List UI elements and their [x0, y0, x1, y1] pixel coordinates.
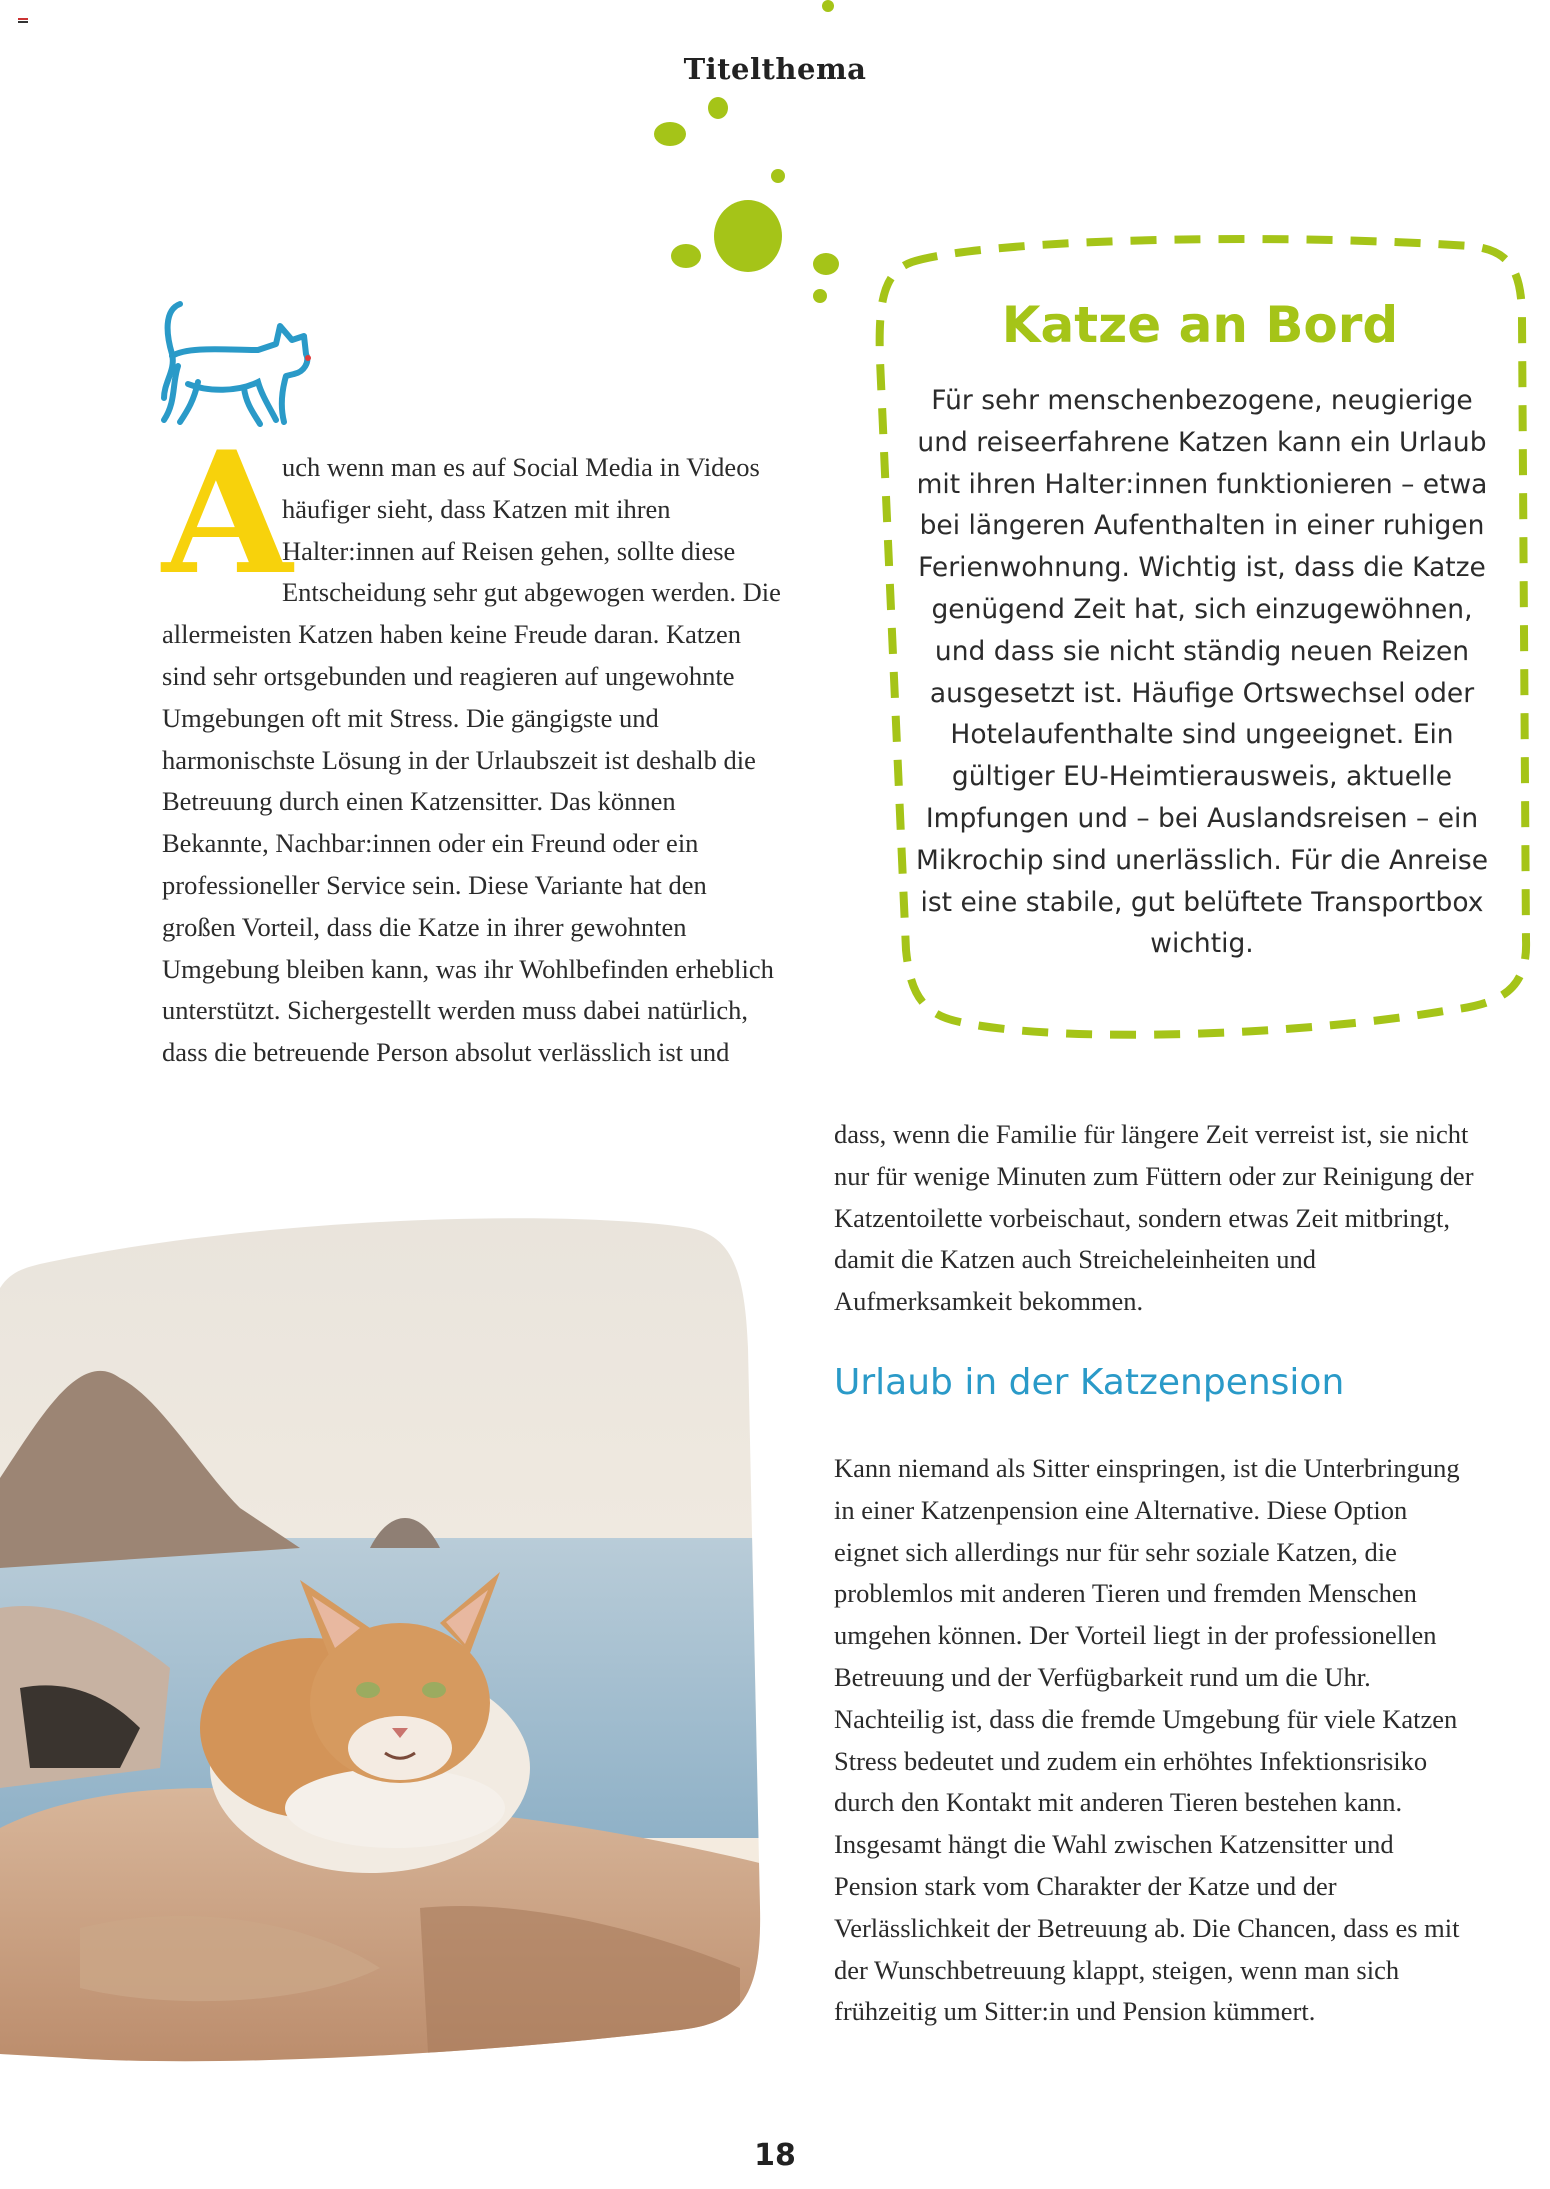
section-subheading: Urlaub in der Katzenpension	[834, 1362, 1345, 1403]
article-right-column-bottom	[834, 1448, 1474, 2033]
left-column-text: uch wenn man es auf Social Media in Videos häufiger sieht, dass Katzen mit ihren Halter:innen auf Reisen gehen, sollte diese Entscheidung sehr gut abgewogen werden. Die allermeisten Katzen haben keine Freude daran. Katzen sind sehr ortsgebunden und reagieren auf ungewohnte Umgebungen oft mit Stress. Die gängigste und harmonischste Lösung in der Urlaubszeit ist deshalb die Betreuung durch einen Katzensitter. Das können Bekannte, Nachbar:innen oder ein Freund oder ein professioneller Service sein. Diese Variante hat den großen Vorteil, dass die Katze in ihrer gewohnten Umgebung bleiben kann, was ihr Wohlbefinden erheblich unterstützt. Sichergestellt werden muss dabei natürlich, dass die betreuende Person absolut verlässlich ist und	[162, 452, 781, 1068]
infobox-title: Katze an Bord	[1001, 296, 1399, 354]
article-right-column-top	[834, 1114, 1474, 1323]
page-number: 18	[754, 2138, 796, 2173]
cat-on-rocks-photo	[0, 1208, 780, 2088]
right-column-continuation: dass, wenn die Familie für längere Zeit verreist ist, sie nicht nur für wenige Minuten zum Füttern oder zur Reinigung der Katzentoilette vorbeischaut, sondern etwas Zeit mitbringt, damit die Katzen auch Streicheleinheiten und Aufmerksamkeit bekommen.	[834, 1119, 1474, 1317]
drop-cap: A	[162, 414, 293, 612]
right-column-section-text: Kann niemand als Sitter einspringen, ist die Unterbringung in einer Katzenpension eine Alternative. Diese Option eignet sich allerdings nur für sehr soziale Katzen, die problemlos mit anderen Tieren und fremden Menschen umgehen können. Der Vorteil liegt in der professionellen Betreuung und der Verfügbarkeit rund um die Uhr. Nachteilig ist, dass die fremde Umgebung für viele Katzen Stress bedeutet und zudem ein erhöhtes Infektionsrisiko durch den Kontakt mit anderen Tieren bestehen kann. Insgesamt hängt die Wahl zwischen Katzensitter und Pension stark vom Charakter der Katze und der Verlässlichkeit der Betreuung ab. Die Chancen, dass es mit der Wunschbetreuung klappt, steigen, wenn man sich frühzeitig um Sitter:in und Pension kümmert.	[834, 1453, 1460, 2027]
infobox-body: Für sehr menschenbezogene, neugierige und reiseerfahrene Katzen kann ein Urlaub mit ihren Halter:innen funktionieren – etwa bei längeren Aufenthalten in einer ruhigen Ferienwohnung. Wichtig ist, dass die Katze genügend Zeit hat, sich einzugewöhnen, und dass sie nicht ständig neuen Reizen ausgesetzt ist. Häufige Ortswechsel oder Hotelaufenthalte sind ungeeignet. Ein gültiger EU-Heimtierausweis, aktuelle Impfungen und – bei Auslandsreisen – ein Mikrochip sind unerlässlich. Für die Anreise ist eine stabile, gut belüftete Transportbox wichtig.	[915, 385, 1489, 960]
section-label: Titelthema	[683, 52, 867, 86]
